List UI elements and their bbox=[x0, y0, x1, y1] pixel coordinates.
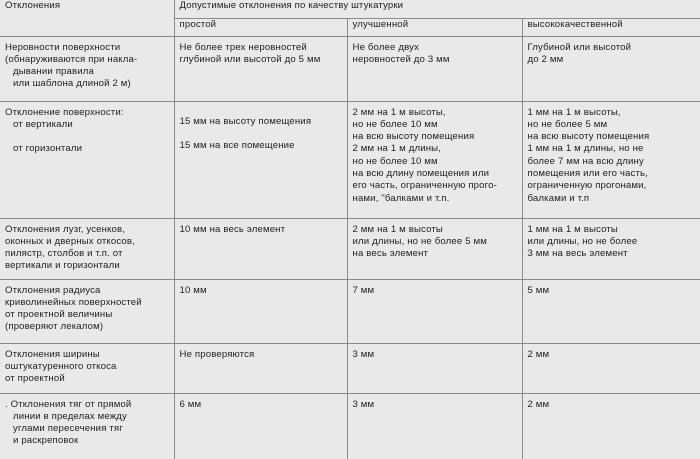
row-5-improved: 3 мм bbox=[347, 343, 522, 393]
row-1-simple: Не более трех неровностей глубиной или высотой до 5 мм bbox=[174, 36, 347, 101]
row-3-improved: 2 мм на 1 м высоты или длины, но не более 5 мм на весь элемент bbox=[347, 218, 522, 279]
row-1-high: Глубиной или высотой до 2 мм bbox=[522, 36, 700, 101]
row-5-simple: Не проверяются bbox=[174, 343, 347, 393]
row-4-name: Отклонения радиуса криволинейных поверхностей от проектной величины (проверяют лекалом) bbox=[0, 279, 174, 343]
header-allowed-deviations: Допустимые отклонения по качеству штукатурки bbox=[174, 0, 700, 18]
header-deviations: Отклонения bbox=[0, 0, 174, 36]
row-5-name: Отклонения ширины оштукатуренного откоса от проектной bbox=[0, 343, 174, 393]
header-simple: простой bbox=[174, 18, 347, 36]
row-1-name: Неровности поверхности (обнаруживаются при накла- дывании правила или шаблона длиной 2 м) bbox=[0, 36, 174, 101]
table-row bbox=[0, 343, 700, 393]
row-2-name: Отклонение поверхности: от вертикали от горизонтали bbox=[0, 101, 174, 218]
row-2-high: 1 мм на 1 м высоты, но не более 5 мм на всю высоту помещения 1 мм на 1 м длины, но не более 7 мм на всю длину помещения или его часть, ограниченную прогонами, балками и т.п bbox=[522, 101, 700, 218]
header-high-quality: высококачественной bbox=[522, 18, 700, 36]
header-improved: улучшенной bbox=[347, 18, 522, 36]
row-6-improved: 3 мм bbox=[347, 393, 522, 459]
row-1-improved: Не более двух неровностей до 3 мм bbox=[347, 36, 522, 101]
row-6-simple: 6 мм bbox=[174, 393, 347, 459]
row-3-high: 1 мм на 1 м высоты или длины, но не более 3 мм на весь элемент bbox=[522, 218, 700, 279]
table-row bbox=[0, 36, 700, 101]
row-4-improved: 7 мм bbox=[347, 279, 522, 343]
row-3-simple: 10 мм на весь элемент bbox=[174, 218, 347, 279]
row-2-improved: 2 мм на 1 м высоты, но не более 10 мм на всю высоту помещения 2 мм на 1 м длины, но не более 10 мм на всю длину помещения или его часть, ограниченную прого- нами, "балками и т.п. bbox=[347, 101, 522, 218]
table-row bbox=[0, 393, 700, 459]
row-3-name: Отклонения лузг, усенков, оконных и дверных откосов, пилястр, столбов и т.п. от вертикали и горизонтали bbox=[0, 218, 174, 279]
table-row bbox=[0, 101, 700, 218]
row-4-high: 5 мм bbox=[522, 279, 700, 343]
row-6-name: . Отклонения тяг от прямой линии в пределах между углами пересечения тяг и раскреповок bbox=[0, 393, 174, 459]
table-row bbox=[0, 279, 700, 343]
table-row bbox=[0, 218, 700, 279]
row-5-high: 2 мм bbox=[522, 343, 700, 393]
row-4-simple: 10 мм bbox=[174, 279, 347, 343]
row-6-high: 2 мм bbox=[522, 393, 700, 459]
row-2-simple: 15 мм на высоту помещения 15 мм на все помещение bbox=[174, 101, 347, 218]
